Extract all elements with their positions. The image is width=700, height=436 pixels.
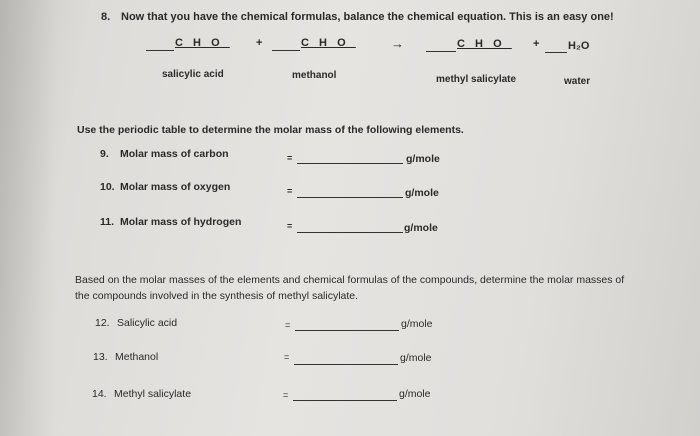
question-13-number: 13. xyxy=(93,351,108,363)
answer-blank-9[interactable] xyxy=(297,163,403,164)
coefficient-blank-1[interactable] xyxy=(146,50,174,51)
question-13-label: Methanol xyxy=(115,351,159,363)
reaction-arrow: → xyxy=(391,36,404,51)
question-12-label: Salicylic acid xyxy=(117,317,178,329)
question-12-number: 12. xyxy=(95,317,110,329)
answer-blank-11[interactable] xyxy=(297,232,403,233)
coefficient-blank-2[interactable] xyxy=(272,50,300,51)
formula-salicylic-acid: C_H_O_ xyxy=(175,37,230,49)
answer-blank-14[interactable] xyxy=(293,400,397,401)
question-10-label: Molar mass of oxygen xyxy=(120,181,231,193)
unit-12: g/mole xyxy=(401,318,433,330)
unit-14: g/mole xyxy=(399,388,431,400)
question-number-8: 8. xyxy=(101,11,111,23)
label-methyl-salicylate: methyl salicylate xyxy=(436,74,517,85)
page-shadow xyxy=(0,0,55,436)
section-2-instruction-line-2: the compounds involved in the synthesis of methyl salicylate. xyxy=(75,290,359,302)
answer-blank-12[interactable] xyxy=(295,330,399,331)
answer-blank-10[interactable] xyxy=(297,197,403,198)
coefficient-blank-4[interactable] xyxy=(545,52,567,53)
question-8-text: Now that you have the chemical formulas, balance the chemical equation. This is an easy one! xyxy=(121,11,614,23)
label-salicylic-acid: salicylic acid xyxy=(162,69,224,80)
section-1-instruction: Use the periodic table to determine the molar mass of the following elements. xyxy=(77,124,464,136)
equals-sign-10: = xyxy=(287,186,293,196)
unit-9: g/mole xyxy=(406,153,440,165)
question-9-number: 9. xyxy=(100,148,109,160)
label-methanol: methanol xyxy=(292,70,337,81)
equals-sign-14: = xyxy=(283,390,289,400)
equals-sign-11: = xyxy=(287,221,293,231)
question-9-label: Molar mass of carbon xyxy=(120,148,229,160)
section-2-instruction-line-1: Based on the molar masses of the elements and chemical formulas of the compounds, determine the molar masses of xyxy=(75,274,625,286)
question-14-label: Methyl salicylate xyxy=(114,388,192,400)
plus-sign-2: + xyxy=(533,38,540,50)
unit-11: g/mole xyxy=(404,222,438,234)
coefficient-blank-3[interactable] xyxy=(426,51,456,52)
formula-methyl-salicylate: C_H_O_ xyxy=(457,38,512,50)
equals-sign-13: = xyxy=(284,352,290,362)
question-10-number: 10. xyxy=(100,181,115,193)
question-11-label: Molar mass of hydrogen xyxy=(120,216,242,228)
unit-10: g/mole xyxy=(405,187,439,199)
formula-methanol: C_H_O_ xyxy=(301,37,356,49)
plus-sign-1: + xyxy=(256,37,263,49)
label-water: water xyxy=(564,76,591,87)
unit-13: g/mole xyxy=(400,352,432,364)
equals-sign-9: = xyxy=(287,153,293,163)
answer-blank-13[interactable] xyxy=(294,364,398,365)
question-11-number: 11. xyxy=(100,216,115,228)
formula-water: H₂O xyxy=(568,40,590,52)
equals-sign-12: = xyxy=(285,320,291,330)
question-14-number: 14. xyxy=(92,388,107,400)
